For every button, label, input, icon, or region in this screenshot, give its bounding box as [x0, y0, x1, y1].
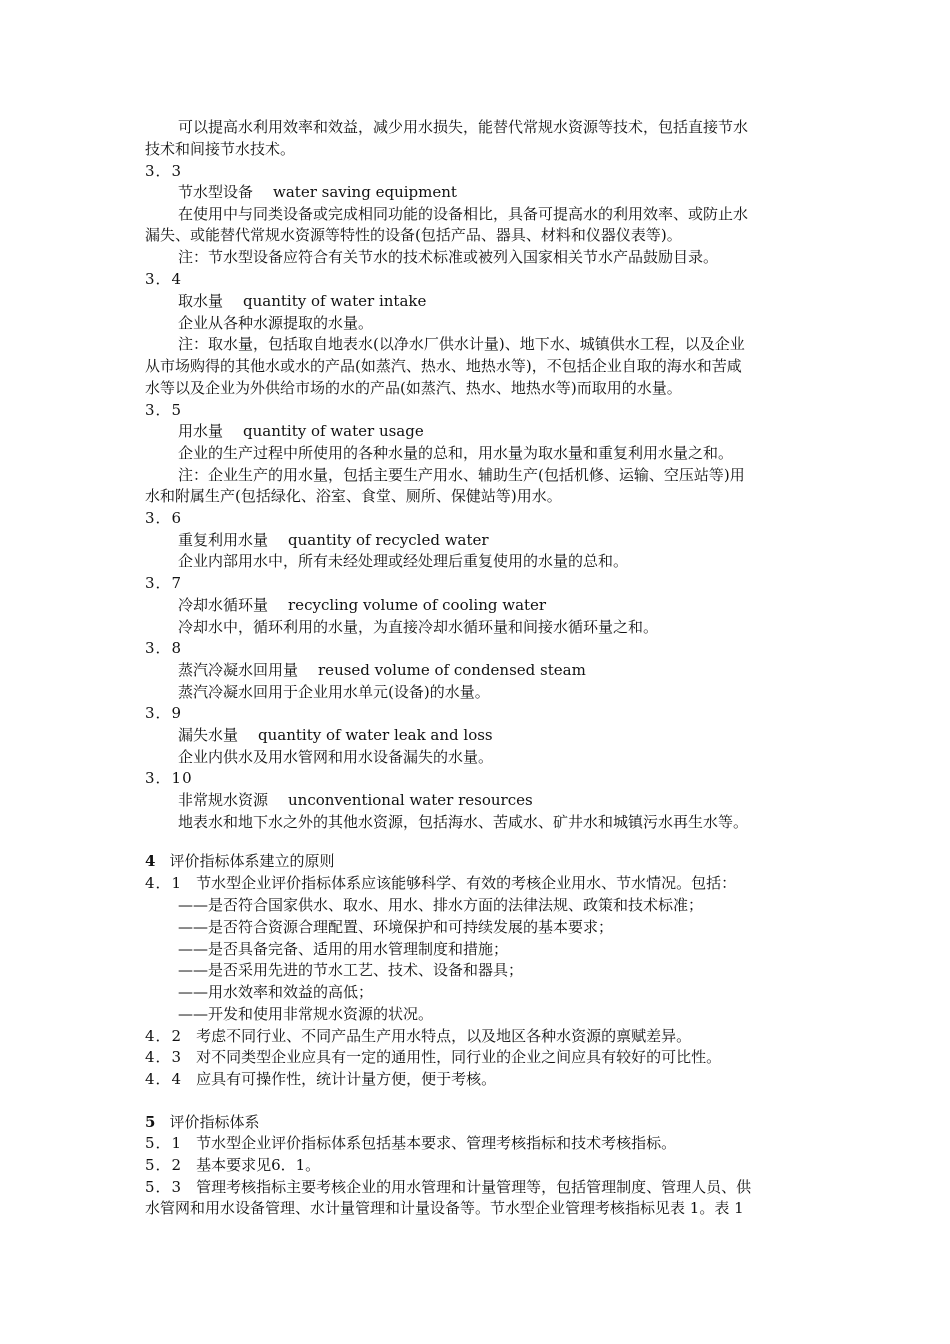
- note-3-4-line-3: 水等以及企业为外供给市场的水的产品(如蒸汽、热水、地热水等)而取用的水量。: [145, 379, 682, 397]
- term-en: water saving equipment: [273, 183, 457, 201]
- note-3-4-line-2: 从市场购得的其他水或水的产品(如蒸汽、热水、地热水等)，不包括企业自取的海水和苦咸: [145, 357, 742, 375]
- definition-3-8: 蒸汽冷凝水回用于企业用水单元(设备)的水量。: [178, 683, 490, 701]
- term-cn: 冷却水循环量: [178, 596, 269, 614]
- term-cn: 非常规水资源: [178, 791, 269, 809]
- list-item: ——是否符合资源合理配置、环境保护和可持续发展的基本要求；: [178, 918, 614, 936]
- clause-number: 4．2: [145, 1027, 183, 1045]
- clause-text: 应具有可操作性，统计计量方便，便于考核。: [196, 1070, 497, 1088]
- term-3-10: [178, 790, 533, 810]
- clause-4-3: [145, 1047, 721, 1067]
- section-number-3-9: 3．9: [145, 704, 183, 722]
- definition-3-6: 企业内部用水中，所有未经处理或经处理后重复使用的水量的总和。: [178, 552, 629, 570]
- list-item: ——用水效率和效益的高低；: [178, 983, 374, 1001]
- term-3-4: [178, 291, 426, 311]
- clause-5-2: [145, 1155, 320, 1175]
- definition-3-10: 地表水和地下水之外的其他水资源，包括海水、苦咸水、矿井水和城镇污水再生水等。: [178, 813, 749, 831]
- section-5-number: 5: [145, 1113, 156, 1131]
- term-en: recycling volume of cooling water: [288, 596, 547, 614]
- section-4-heading: [145, 851, 334, 871]
- section-number-3-6: 3．6: [145, 509, 183, 527]
- section-number-3-10: 3．10: [145, 769, 193, 787]
- clause-5-3-line-2: 水管网和用水设备管理、水计量管理和计量设备等。节水型企业管理考核指标见表 1。表 1: [145, 1199, 744, 1217]
- clause-text: 节水型企业评价指标体系包括基本要求、管理考核指标和技术考核指标。: [196, 1134, 677, 1152]
- note-3-4-line-1: 注：取水量，包括取自地表水(以净水厂供水计量)、地下水、城镇供水工程，以及企业: [178, 335, 745, 353]
- term-en: reused volume of condensed steam: [318, 661, 586, 679]
- term-3-3: [178, 182, 457, 202]
- term-3-8: [178, 660, 586, 680]
- note-3-5-line-1: 注：企业生产的用水量，包括主要生产用水、辅助生产(包括机修、运输、空压站等)用: [178, 466, 745, 484]
- section-number-3-3: 3．3: [145, 162, 183, 180]
- section-number-3-5: 3．5: [145, 401, 183, 419]
- term-cn: 漏失水量: [178, 726, 239, 744]
- term-3-7: [178, 595, 546, 615]
- term-en: quantity of water usage: [243, 422, 424, 440]
- term-3-9: [178, 725, 493, 745]
- definition-3-5: 企业的生产过程中所使用的各种水量的总和，用水量为取水量和重复利用水量之和。: [178, 444, 734, 462]
- term-en: quantity of water leak and loss: [258, 726, 493, 744]
- section-number-3-8: 3．8: [145, 639, 183, 657]
- term-cn: 取水量: [178, 292, 224, 310]
- clause-number: 5．1: [145, 1134, 183, 1152]
- term-cn: 用水量: [178, 422, 224, 440]
- section-4-title: 评价指标体系建立的原则: [169, 852, 335, 870]
- term-3-5: [178, 421, 424, 441]
- term-cn: 重复利用水量: [178, 531, 269, 549]
- list-item: ——是否符合国家供水、取水、用水、排水方面的法律法规、政策和技术标准；: [178, 896, 704, 914]
- clause-4-1: [145, 873, 736, 893]
- clause-number: 5．3: [145, 1178, 183, 1196]
- note-3-5-line-2: 水和附属生产(包括绿化、浴室、食堂、厕所、保健站等)用水。: [145, 487, 562, 505]
- term-en: quantity of water intake: [243, 292, 427, 310]
- clause-text: 基本要求见6．1。: [196, 1156, 321, 1174]
- clause-number: 4．4: [145, 1070, 183, 1088]
- clause-number: 4．1: [145, 874, 183, 892]
- clause-text: 考虑不同行业、不同产品生产用水特点，以及地区各种水资源的禀赋差异。: [196, 1027, 692, 1045]
- term-en: unconventional water resources: [288, 791, 533, 809]
- clause-5-1: [145, 1133, 676, 1153]
- definition-3-4: 企业从各种水源提取的水量。: [178, 314, 374, 332]
- clause-text: 管理考核指标主要考核企业的用水管理和计量管理等，包括管理制度、管理人员、供: [196, 1178, 752, 1196]
- section-number-3-7: 3．7: [145, 574, 183, 592]
- list-item: ——是否采用先进的节水工艺、技术、设备和器具；: [178, 961, 524, 979]
- clause-number: 4．3: [145, 1048, 183, 1066]
- definition-3-9: 企业内供水及用水管网和用水设备漏失的水量。: [178, 748, 494, 766]
- section-number-3-4: 3．4: [145, 270, 183, 288]
- clause-5-3: [145, 1177, 751, 1197]
- section-5-title: 评价指标体系: [169, 1113, 260, 1131]
- term-en: quantity of recycled water: [288, 531, 489, 549]
- definition-3-7: 冷却水中，循环利用的水量，为直接冷却水循环量和间接水循环量之和。: [178, 618, 659, 636]
- term-cn: 蒸汽冷凝水回用量: [178, 661, 299, 679]
- intro-line-1: 可以提高水利用效率和效益，减少用水损失，能替代常规水资源等技术，包括直接节水: [178, 118, 749, 136]
- note-3-3: 注：节水型设备应符合有关节水的技术标准或被列入国家相关节水产品鼓励目录。: [178, 248, 719, 266]
- list-item: ——开发和使用非常规水资源的状况。: [178, 1005, 434, 1023]
- term-cn: 节水型设备: [178, 183, 254, 201]
- definition-3-3-line-1: 在使用中与同类设备或完成相同功能的设备相比，具备可提高水的利用效率、或防止水: [178, 205, 749, 223]
- intro-line-2: 技术和间接节水技术。: [145, 140, 296, 158]
- clause-text: 节水型企业评价指标体系应该能够科学、有效的考核企业用水、节水情况。包括：: [196, 874, 737, 892]
- clause-4-4: [145, 1069, 496, 1089]
- clause-number: 5．2: [145, 1156, 183, 1174]
- clause-text: 对不同类型企业应具有一定的通用性，同行业的企业之间应具有较好的可比性。: [196, 1048, 722, 1066]
- section-4-number: 4: [145, 852, 156, 870]
- definition-3-3-line-2: 漏失、或能替代常规水资源等特性的设备(包括产品、器具、材料和仪器仪表等)。: [145, 226, 682, 244]
- list-item: ——是否具备完备、适用的用水管理制度和措施；: [178, 940, 509, 958]
- clause-4-2: [145, 1026, 691, 1046]
- term-3-6: [178, 530, 489, 550]
- section-5-heading: [145, 1112, 259, 1132]
